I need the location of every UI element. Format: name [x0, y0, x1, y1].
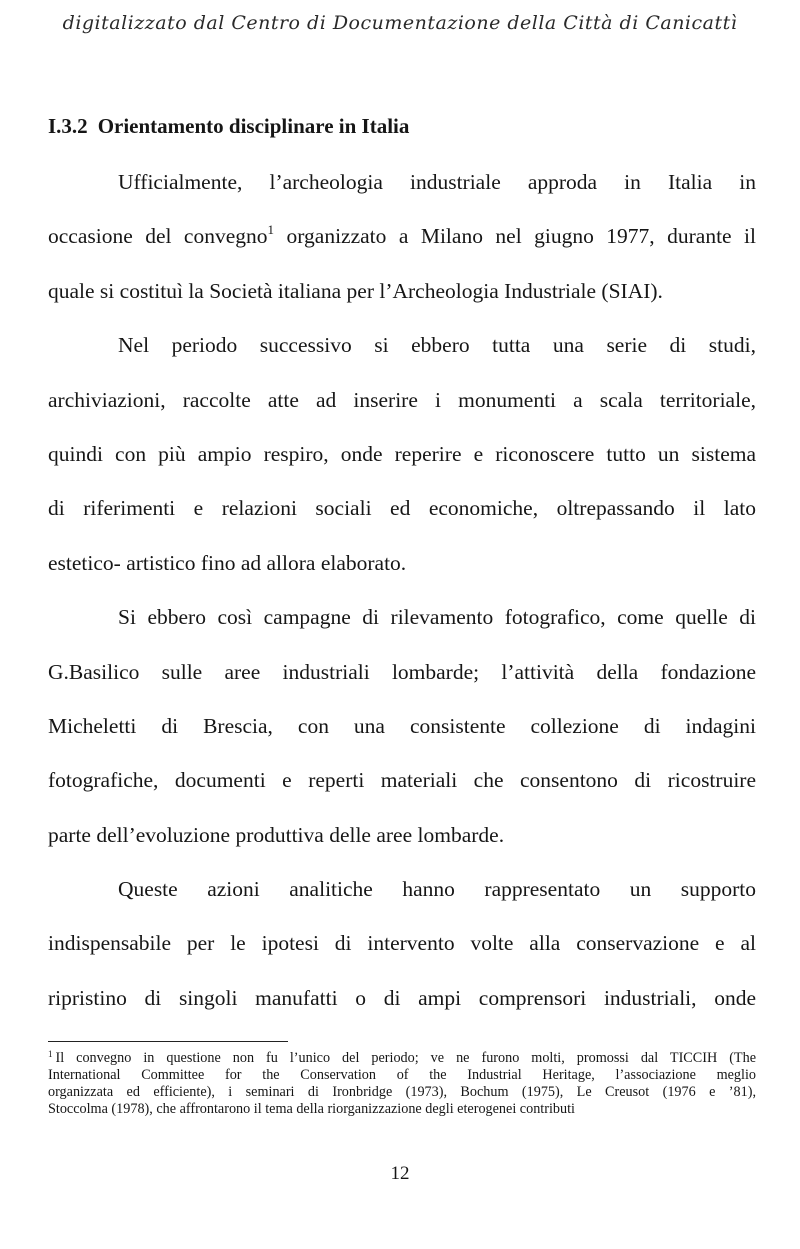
paragraph-line: ripristino di singoli manufatti o di ampi comprensori industriali, onde	[48, 985, 756, 1010]
paragraph-line: Si ebbero così campagne di rilevamento fotografico, come quelle di	[118, 605, 756, 630]
page-number: 12	[390, 1163, 410, 1184]
footnote-line	[48, 1050, 756, 1067]
paragraph-line: Nel periodo successivo si ebbero tutta una serie di studi,	[118, 333, 756, 358]
text-before-footnote-ref: occasione del convegno	[48, 224, 268, 249]
footnote-marker: 1	[48, 1049, 53, 1059]
paragraph-line-with-footnote-ref	[48, 209, 756, 263]
paragraph-line: Ufficialmente, l’archeologia industriale approda in Italia in	[118, 170, 756, 194]
footnote-text: Il convegno in questione non fu l’unico del periodo; ve ne furono molti, promossi dal TICCIH (The	[55, 1050, 756, 1066]
paragraph-line: quale si costituì la Società italiana per l’Archeologia Industriale (SIAI).	[48, 278, 663, 303]
paragraph-line: fotografiche, documenti e reperti materiali che consentono di ricostruire	[48, 768, 756, 793]
paragraph-line: parte dell’evoluzione produttiva delle aree lombarde.	[48, 822, 505, 847]
section-heading	[48, 114, 409, 139]
section-title: Orientamento disciplinare in Italia	[97, 114, 410, 138]
paragraph-line: quindi con più ampio respiro, onde reperire e riconoscere tutto un sistema	[48, 441, 756, 466]
paragraph-line: Micheletti di Brescia, con una consistente collezione di indagini	[48, 713, 756, 738]
paragraph-line: indispensabile per le ipotesi di intervento volte alla conservazione e al	[48, 931, 756, 956]
text-after-footnote-ref: organizzato a Milano nel giugno 1977, durante il	[286, 224, 757, 249]
paragraph-line: archiviazioni, raccolte atte ad inserire i monumenti a scala territoriale,	[48, 387, 756, 412]
footnote-separator	[48, 1041, 288, 1042]
paragraph-line: G.Basilico sulle aree industriali lombarde; l’attività della fondazione	[48, 659, 756, 684]
body-text	[48, 155, 756, 1025]
paragraph-line: di riferimenti e relazioni sociali ed economiche, oltrepassando il lato	[48, 496, 756, 521]
footnote-line: organizzata ed efficiente), i seminari di Ironbridge (1973), Bochum (1975), Le Creusot (1976 e ’81),	[48, 1084, 756, 1100]
footnote-reference[interactable]: 1	[267, 222, 275, 238]
footnote-line: International Committee for the Conservation of the Industrial Heritage, l’associazione meglio	[48, 1067, 756, 1083]
digitization-watermark: digitalizzato dal Centro di Documentazione della Città di Canicattì	[62, 12, 738, 34]
paragraph-line: estetico- artistico fino ad allora elaborato.	[48, 550, 407, 575]
section-number: I.3.2	[48, 114, 88, 138]
paragraph-line: Queste azioni analitiche hanno rappresentato un supporto	[118, 877, 756, 902]
footnote	[48, 1050, 756, 1118]
footnote-line: Stoccolma (1978), che affrontarono il tema della riorganizzazione degli eterogenei contributi	[48, 1101, 575, 1117]
